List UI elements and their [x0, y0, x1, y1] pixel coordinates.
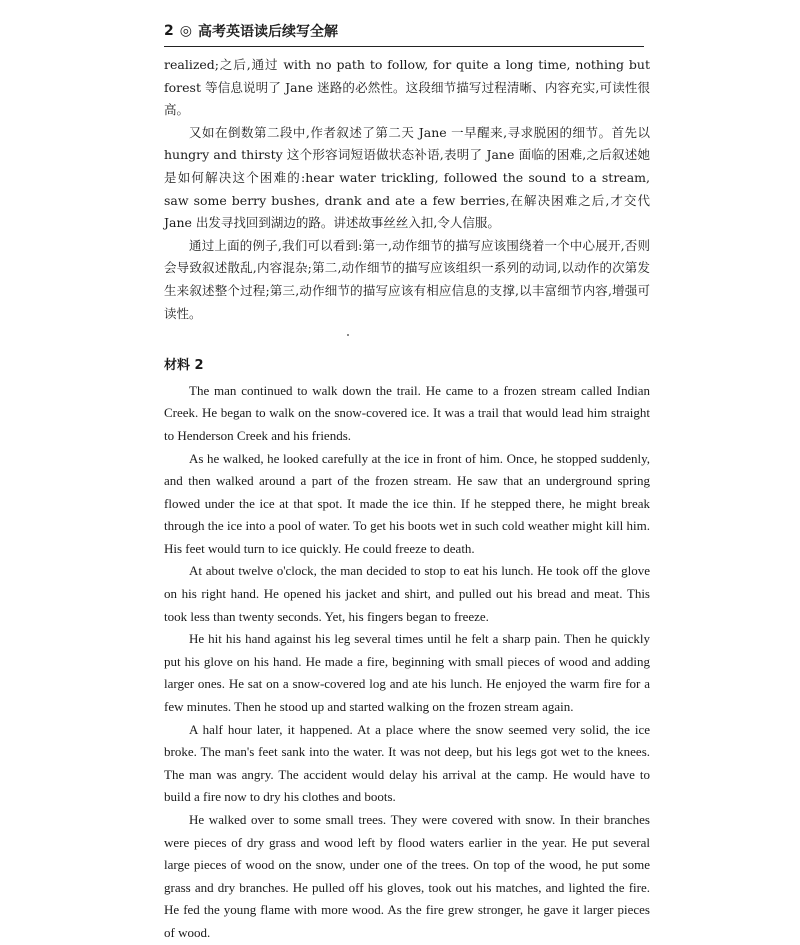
intro-paragraph-1: realized;之后,通过 with no path to follow, for quite a long time, nothing but forest 等信息说明了 Jane 迷路的必然性。这段细节描写过程清晰、内容充实,可读性很高。: [164, 57, 650, 118]
intro-paragraph-2: 又如在倒数第二段中,作者叙述了第二天 Jane 一早醒来,寻求脱困的细节。首先以 hungry and thirsty 这个形容词短语做状态补语,表明了 Jane 面临的困难,之后叙述她是如何解决这个困难的:hear water trickling, followed the sound to a stream, saw some berry bushes, drank and ate a few berries,在解决困难之后,才交代 Jane 出发寻找回到湖边的路。讲述故事丝丝入扣,令人信服。: [164, 124, 650, 231]
story-paragraph-4: He hit his hand against his leg several times until he felt a sharp pain. Then he quickly put his glove on his hand. He made a fire, beginning with small pieces of wood and adding larger ones. He sat on a snow-covered log and ate his lunch. He enjoyed the warm fire for a few minutes. Then he stood up and started walking on the frozen stream again.: [164, 631, 650, 715]
story-paragraph-3: At about twelve o'clock, the man decided to stop to eat his lunch. He took off the glove on his right hand. He opened his jacket and shirt, and pulled out his bread and meat. This took less than twenty seconds. Yet, his fingers began to freeze.: [164, 563, 650, 624]
book-title: 高考英语读后续写全解: [197, 24, 338, 40]
page-number: 2: [164, 23, 174, 39]
story-paragraph-2: As he walked, he looked carefully at the ice in front of him. Once, he stopped suddenly, and then walked around a part of the frozen stream. He saw that an underground spring flowed under the ice at that spot. It made the ice thin. If he stepped there, he might break through the ice into a pool of water. To get his boots wet in such cold weather might kill him. His feet would turn to ice quickly. He could freeze to death.: [164, 450, 650, 556]
page-body: [164, 54, 650, 945]
page-header: [164, 16, 644, 47]
section-spacer: [164, 325, 650, 347]
story-paragraph-6: He walked over to some small trees. They were covered with snow. In their branches were pieces of dry grass and wood left by flood waters earlier in the year. He put several large pieces of wood on the snow, under one of the trees. On top of the wood, he put some grass and dry branches. He pulled off his gloves, took out his matches, and lighted the fire. He fed the young flame with more wood. As the fire grew stronger, he gave it larger pieces of wood.: [164, 812, 650, 940]
story-paragraph-1: The man continued to walk down the trail. He came to a frozen stream called Indian Creek. He began to walk on the snow-covered ice. It was a trail that would lead him straight to Henderson Creek and his friends.: [164, 382, 650, 443]
ink-speck: [347, 334, 349, 336]
story-paragraph-5: A half hour later, it happened. At a place where the snow seemed very solid, the ice broke. The man's feet sank into the water. It was not deep, but his legs got wet to the knees. The man was angry. The accident would delay his arrival at the camp. He would have to build a fire now to dry his clothes and boots.: [164, 721, 650, 805]
section-heading: 材料 2: [164, 358, 204, 374]
circle-mark-icon: ◎: [179, 23, 192, 39]
intro-paragraph-3: 通过上面的例子,我们可以看到:第一,动作细节的描写应该围绕着一个中心展开,否则会导致叙述散乱,内容混杂;第二,动作细节的描写应该组织一系列的动词,以动作的次第发生来叙述整个过程;第三,动作细节的描写应该有相应信息的支撑,以丰富细节内容,增强可读性。: [164, 237, 650, 321]
